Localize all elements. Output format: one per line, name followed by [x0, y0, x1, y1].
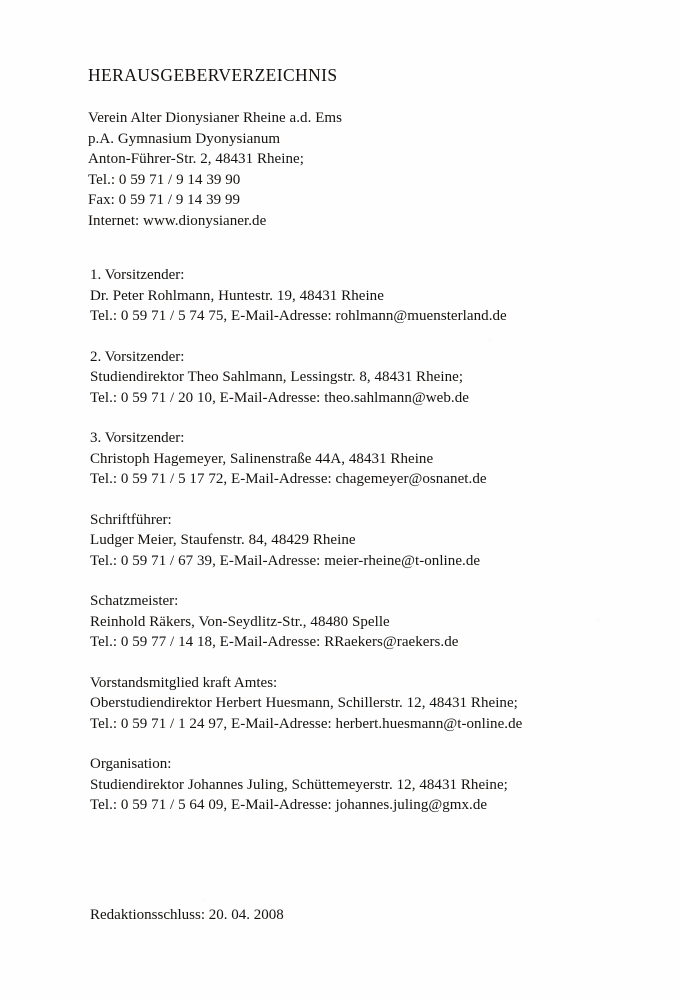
entry-contact: Tel.: 0 59 71 / 5 74 75, E-Mail-Adresse: rohlmann@muensterland.de: [90, 308, 507, 324]
entry-role: Schriftführer:: [90, 511, 172, 528]
entry-contact: Tel.: 0 59 71 / 1 24 97, E-Mail-Adresse: herbert.huesmann@t-online.de: [90, 715, 523, 732]
organization-care-of: p.A. Gymnasium Dyonysianum: [88, 130, 281, 147]
entry-role: 1. Vorsitzender:: [90, 267, 185, 283]
entry-person: Dr. Peter Rohlmann, Huntestr. 19, 48431 Rheine: [90, 287, 384, 304]
contact-entry: [90, 347, 648, 409]
entry-contact: Tel.: 0 59 71 / 20 10, E-Mail-Adresse: theo.sahlmann@web.de: [90, 389, 469, 406]
contact-entry: [90, 428, 648, 490]
entry-role: Schatzmeister:: [90, 593, 179, 609]
page-title: HERAUSGEBERVERZEICHNIS: [88, 65, 338, 85]
contact-entry: [90, 673, 648, 735]
entry-contact: Tel.: 0 59 71 / 5 17 72, E-Mail-Adresse: chagemeyer@osnanet.de: [90, 471, 487, 487]
organization-street: Anton-Führer-Str. 2, 48431 Rheine;: [88, 151, 304, 167]
entry-person: Christoph Hagemeyer, Salinenstraße 44A, 48431 Rheine: [90, 450, 434, 467]
organization-website: Internet: www.dionysianer.de: [88, 212, 267, 229]
organization-phone: Tel.: 0 59 71 / 9 14 39 90: [88, 171, 241, 188]
entry-person: Reinhold Räkers, Von-Seydlitz-Str., 48480 Spelle: [90, 613, 390, 630]
entry-person: Oberstudiendirektor Herbert Huesmann, Schillerstr. 12, 48431 Rheine;: [90, 695, 518, 711]
contact-entry: [90, 754, 648, 816]
entry-person: Ludger Meier, Staufenstr. 84, 48429 Rheine: [90, 532, 356, 548]
editorial-deadline: Redaktionsschluss: 20. 04. 2008: [90, 907, 284, 923]
entry-role: 2. Vorsitzender:: [90, 348, 185, 365]
entry-role: Organisation:: [90, 756, 172, 772]
entry-person: Studiendirektor Theo Sahlmann, Lessingstr. 8, 48431 Rheine;: [90, 369, 464, 385]
entry-role: Vorstandsmitglied kraft Amtes:: [90, 674, 278, 691]
entry-person: Studiendirektor Johannes Juling, Schüttemeyerstr. 12, 48431 Rheine;: [90, 776, 508, 793]
organization-address-block: [88, 108, 648, 231]
entry-contact: Tel.: 0 59 77 / 14 18, E-Mail-Adresse: RRaekers@raekers.de: [90, 634, 459, 650]
entry-contact: Tel.: 0 59 71 / 5 64 09, E-Mail-Adresse: johannes.juling@gmx.de: [90, 797, 488, 813]
contact-entry: [90, 510, 648, 572]
contact-entry: [90, 591, 648, 653]
organization-fax: Fax: 0 59 71 / 9 14 39 99: [88, 192, 241, 208]
entry-contact: Tel.: 0 59 71 / 67 39, E-Mail-Adresse: meier-rheine@t-online.de: [90, 552, 481, 569]
entry-role: 3. Vorsitzender:: [90, 430, 185, 446]
organization-name: Verein Alter Dionysianer Rheine a.d. Ems: [88, 110, 343, 126]
document-body: [88, 64, 648, 816]
contact-entry: [90, 265, 648, 327]
